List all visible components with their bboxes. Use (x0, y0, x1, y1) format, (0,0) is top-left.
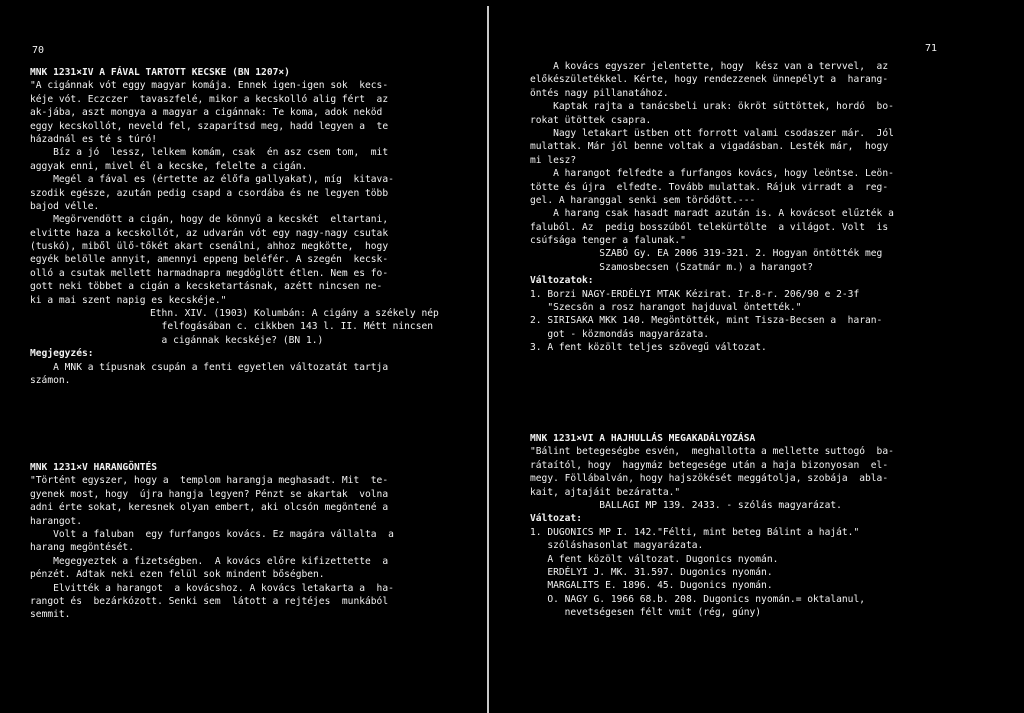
section-1231-v-continued (530, 60, 980, 355)
section-heading: MNK 1231×IV A FÁVAL TARTOTT KECSKE (BN 1207×) (30, 67, 290, 78)
text-line: szóláshasonlat magyarázata. (530, 540, 704, 552)
text-line: gott neki többet a cigán a kecsketartásnak, azétt nincsen ne- (30, 281, 383, 293)
text-line: nevetségesen félt vmit (rég, gúny) (530, 607, 762, 619)
text-line: kait, ajtajáit bezáratta." (530, 486, 681, 498)
text-line: rátaítól, hogy hagymáz betegesége után a haja bizonyosan el- (530, 459, 889, 471)
section-body (530, 445, 980, 512)
text-line: öntés nagy pillanatához. (530, 87, 669, 99)
text-line: Elvitték a harangot a kovácshoz. A kovács letakarta a ha- (30, 582, 394, 594)
note-body (30, 361, 460, 388)
note-label: Megjegyzés: (30, 348, 94, 360)
text-line: mulattak. Már jól benne voltak a vigadásban. Lesték már, hogy (530, 141, 889, 153)
text-line: előkészületékkel. Kérte, hogy rendezzenek ünnepélyt a harang- (530, 74, 889, 86)
text-line: 1. DUGONICS MP I. 142."Félti, mint beteg Bálint a haját." (530, 526, 860, 538)
text-line: Ethn. XIV. (1903) Kolumbán: A cigány a székely nép (150, 308, 439, 320)
text-line: elvitte haza a kecskollót, az udvarán vót egy nagy-nagy csutak (30, 227, 389, 239)
text-line: Szamosbecsen (Szatmár m.) a harangot? (530, 261, 814, 273)
text-line: "Történt egyszer, hogy a templom harangja meghasadt. Mit te- (30, 475, 389, 487)
text-line: gyenek most, hogy újra hangja legyen? Pénzt se akartak volna (30, 488, 389, 500)
text-line: rokat ütöttek csapra. (530, 114, 652, 126)
section-body (30, 79, 460, 307)
text-line: tötte és újra elfedte. Tovább mulattak. Rájuk virradt a reg- (530, 181, 889, 193)
text-line: 1. Borzi NAGY-ERDÉLYI MTAK Kézirat. Ir.8-r. 206/90 e 2-3f (530, 288, 860, 300)
text-line: olló a csutak mellett harmadnapra megdöglött étlen. Nem es fo- (30, 267, 389, 279)
left-page-number: 70 (32, 45, 45, 56)
section-body (30, 474, 460, 621)
section-heading: MNK 1231×VI A HAJHULLÁS MEGAKADÁLYOZÁSA (530, 433, 756, 444)
text-line: Volt a faluban egy furfangos kovács. Ez magára vállalta a (30, 528, 394, 540)
text-line: ak-jába, aszt mongya a magyar a cigánnak: Te koma, adok neköd (30, 107, 383, 119)
variants-label: Változatok: (530, 275, 594, 287)
text-line: pénzét. Adtak neki ezen felül sok mindent bőségben. (30, 569, 325, 581)
text-line: O. NAGY G. 1966 68.b. 208. Dugonics nyomán.= oktalanul, (530, 593, 866, 605)
text-line: A MNK a típusnak csupán a fenti egyetlen változatát tartja (30, 361, 389, 373)
text-line: kéje vót. Eczczer tavaszfelé, mikor a kecskolló alig fért az (30, 93, 389, 105)
text-line: semmit. (30, 609, 71, 621)
text-line: "A cigánnak vót eggy magyar komája. Ennek igen-igen sok kecs- (30, 80, 389, 92)
text-line: bajod vélle. (30, 200, 100, 212)
source-citation (30, 307, 460, 347)
section-1231-vi (530, 432, 980, 619)
text-line: MARGALITS E. 1896. 45. Dugonics nyomán. (530, 580, 773, 592)
text-line: faluból. Az pedig bosszúból telekürtölte a világot. Volt is (530, 221, 889, 233)
text-line: ki a mai szent napig es kecskéje." (30, 294, 227, 306)
text-line: megy. Föllábalván, hogy hajszökését meggátolja, szobája abla- (530, 473, 889, 485)
text-line: Bíz a jó lessz, lelkem komám, csak én asz csem tom, mit (30, 147, 389, 159)
text-line: szodik egésze, azután pedig csapd a csordába és ne legyen több (30, 187, 389, 199)
text-line: aggyak enni, mivel él a kecske, felelte a cigán. (30, 160, 308, 172)
text-line: A kovács egyszer jelentette, hogy kész van a tervvel, az (530, 61, 889, 72)
text-line: gel. A haranggal senki sem törődött.--- (530, 194, 756, 206)
text-line: BALLAGI MP 139. 2433. - szólás magyarázat. (530, 499, 842, 511)
text-line: mi lesz? (530, 154, 577, 166)
text-line: SZABÓ Gy. EA 2006 319-321. 2. Hogyan öntötték meg (530, 248, 883, 260)
text-line: 2. SIRISAKA MKK 140. Megöntötték, mint Tisza-Becsen a haran- (530, 315, 883, 327)
page-gutter-divider (487, 6, 489, 713)
text-line: adni érte sokat, keresnek olyan embert, aki olcsón megöntené a (30, 502, 389, 514)
section-heading: MNK 1231×V HARANGÖNTÉS (30, 462, 158, 473)
text-line: harang megöntését. (30, 542, 134, 554)
text-line: eggy kecskollót, neveld fel, szaparítsd meg, hadd legyen a te (30, 120, 389, 132)
section-1231-v (30, 461, 460, 622)
text-line: csúfsága tenger a falunak." (530, 235, 686, 247)
section-body (530, 60, 980, 274)
text-line: Kaptak rajta a tanácsbeli urak: ökröt süttöttek, hordó bo- (530, 101, 894, 113)
variant-label: Változat: (530, 513, 582, 525)
text-line: Megörvendött a cigán, hogy de könnyű a kecskét eltartani, (30, 214, 389, 226)
text-line: egyék belölle annyit, amennyi eppeng beléfér. A szegén kecsk- (30, 254, 389, 266)
variant-list (530, 526, 980, 620)
text-line: got - közmondás magyarázata. (530, 328, 710, 340)
text-line: A fent közölt változat. Dugonics nyomán. (530, 553, 779, 565)
text-line: ERDÉLYI J. MK. 31.597. Dugonics nyomán. (530, 566, 773, 578)
text-line: A harangot felfedte a furfangos kovács, hogy leöntse. Leön- (530, 168, 894, 180)
text-line: "Bálint betegeségbe esvén, meghallotta a mellette suttogó ba- (530, 446, 894, 458)
text-line: (tuskó), miből ülő-tőkét akart csenálni, ahhoz megkötte, hogy (30, 241, 389, 253)
text-line: Megegyeztek a fizetségben. A kovács előre kifizettette a (30, 555, 389, 567)
text-line: A harang csak hasadt maradt azután is. A kovácsot elűzték a (530, 208, 894, 220)
section-1231-iv (30, 66, 460, 387)
text-line: házadnál es té s túró! (30, 133, 158, 145)
text-line: "Szecsõn a rosz harangot hajduval öntették." (530, 302, 802, 314)
text-line: Nagy letakart üstben ott forrott valami csodaszer már. Jól (530, 127, 894, 139)
text-line: rangot és bezárkózott. Senki sem látott a rejtéjes munkából (30, 595, 389, 607)
right-page-number: 71 (925, 43, 938, 54)
variants-list (530, 288, 980, 355)
text-line: a cigánnak kecskéje? (BN 1.) (150, 334, 324, 346)
text-line: 3. A fent közölt teljes szövegű változat. (530, 342, 767, 354)
text-line: számon. (30, 374, 71, 386)
text-line: felfogásában c. cikkben 143 l. II. Métt nincsen (150, 321, 434, 333)
text-line: harangot. (30, 515, 82, 527)
text-line: Megél a fával es (értette az élőfa gallyakat), míg kitava- (30, 174, 394, 186)
